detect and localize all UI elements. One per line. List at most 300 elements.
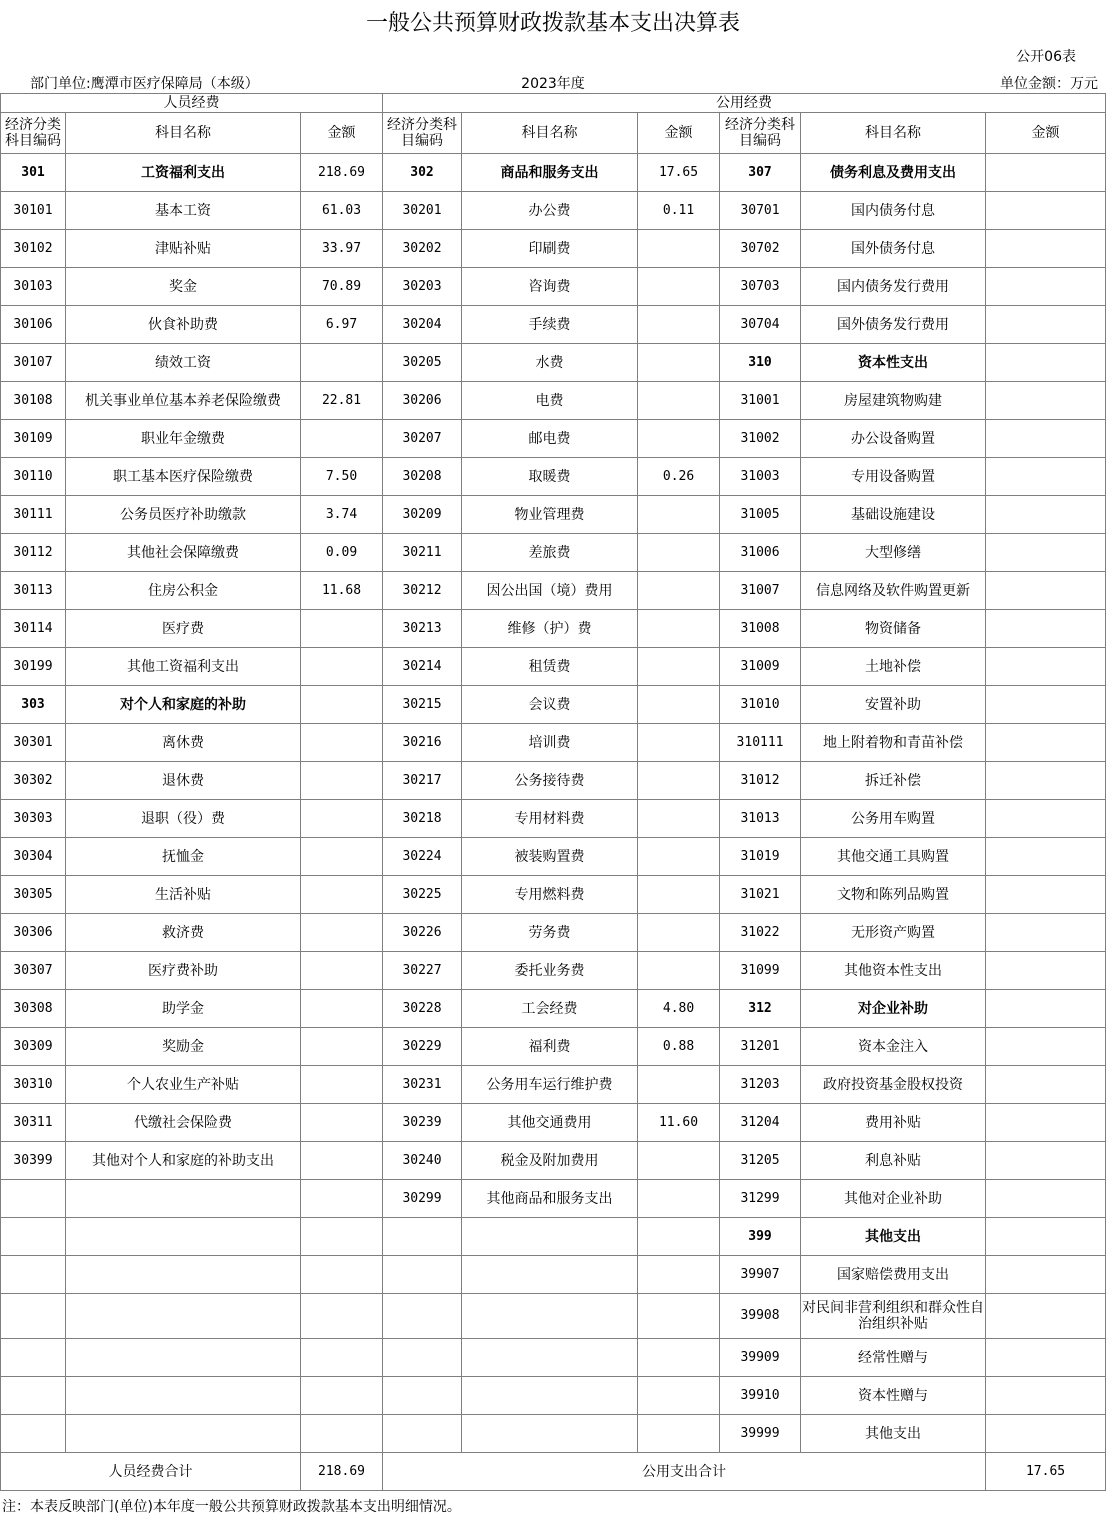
cell-code: 30224 (383, 838, 462, 876)
cell-code: 31005 (720, 496, 801, 534)
cell-amount (301, 1066, 383, 1104)
cell-amount (986, 686, 1106, 724)
cell-name: 生活补贴 (66, 876, 301, 914)
cell-amount (301, 1218, 383, 1256)
cell-amount (986, 1415, 1106, 1453)
header-code: 经济分类科目编码 (383, 113, 462, 154)
cell-name: 其他工资福利支出 (66, 648, 301, 686)
cell-name (462, 1339, 638, 1377)
cell-code: 31009 (720, 648, 801, 686)
cell-amount (301, 762, 383, 800)
cell-code: 30107 (1, 344, 66, 382)
cell-amount (301, 724, 383, 762)
cell-name: 公务用车运行维护费 (462, 1066, 638, 1104)
cell-amount (986, 724, 1106, 762)
cell-name: 债务利息及费用支出 (801, 154, 986, 192)
cell-amount: 4.80 (638, 990, 720, 1028)
cell-amount (986, 762, 1106, 800)
cell-code: 30217 (383, 762, 462, 800)
cell-name: 培训费 (462, 724, 638, 762)
cell-amount (638, 1339, 720, 1377)
cell-name: 地上附着物和青苗补偿 (801, 724, 986, 762)
cell-name: 电费 (462, 382, 638, 420)
cell-amount (301, 610, 383, 648)
table-row (1, 762, 1106, 800)
cell-name: 其他支出 (801, 1218, 986, 1256)
cell-code: 31205 (720, 1142, 801, 1180)
cell-name: 房屋建筑物购建 (801, 382, 986, 420)
cell-code: 30108 (1, 382, 66, 420)
cell-name: 职工基本医疗保险缴费 (66, 458, 301, 496)
cell-name: 邮电费 (462, 420, 638, 458)
form-code: 公开06表 (1016, 49, 1076, 65)
cell-code: 30702 (720, 230, 801, 268)
cell-name: 经常性赠与 (801, 1339, 986, 1377)
header-name: 科目名称 (801, 113, 986, 154)
cell-amount: 70.89 (301, 268, 383, 306)
cell-name: 其他社会保障缴费 (66, 534, 301, 572)
cell-name: 住房公积金 (66, 572, 301, 610)
cell-name (66, 1377, 301, 1415)
cell-name: 其他交通工具购置 (801, 838, 986, 876)
cell-code: 31002 (720, 420, 801, 458)
cell-amount (301, 1256, 383, 1294)
cell-code: 312 (720, 990, 801, 1028)
cell-name: 政府投资基金股权投资 (801, 1066, 986, 1104)
cell-code: 30109 (1, 420, 66, 458)
cell-code: 30311 (1, 1104, 66, 1142)
cell-code: 30310 (1, 1066, 66, 1104)
cell-name: 安置补助 (801, 686, 986, 724)
header-amount: 金额 (638, 113, 720, 154)
cell-amount (986, 496, 1106, 534)
cell-code: 30203 (383, 268, 462, 306)
cell-amount: 0.26 (638, 458, 720, 496)
cell-name: 基础设施建设 (801, 496, 986, 534)
cell-name: 国外债务发行费用 (801, 306, 986, 344)
cell-name: 职业年金缴费 (66, 420, 301, 458)
cell-code (1, 1339, 66, 1377)
cell-code: 30103 (1, 268, 66, 306)
table-row (1, 724, 1106, 762)
cell-name: 维修（护）费 (462, 610, 638, 648)
cell-amount: 17.65 (638, 154, 720, 192)
cell-code: 30399 (1, 1142, 66, 1180)
cell-code: 39910 (720, 1377, 801, 1415)
cell-amount (638, 724, 720, 762)
table-row (1, 1028, 1106, 1066)
cell-code (383, 1415, 462, 1453)
footnote: 注：本表反映部门(单位)本年度一般公共预算财政拨款基本支出明细情况。 (2, 1499, 461, 1515)
cell-code: 30704 (720, 306, 801, 344)
cell-code: 30239 (383, 1104, 462, 1142)
cell-amount (638, 572, 720, 610)
table-row (1, 1180, 1106, 1218)
cell-name: 租赁费 (462, 648, 638, 686)
table-row (1, 952, 1106, 990)
cell-code (383, 1294, 462, 1339)
cell-code (1, 1218, 66, 1256)
header-name: 科目名称 (462, 113, 638, 154)
cell-code: 30305 (1, 876, 66, 914)
cell-amount (638, 914, 720, 952)
cell-code: 30214 (383, 648, 462, 686)
cell-name (462, 1377, 638, 1415)
cell-code: 30218 (383, 800, 462, 838)
cell-amount (638, 648, 720, 686)
cell-amount (301, 1180, 383, 1218)
cell-amount: 0.88 (638, 1028, 720, 1066)
cell-name (66, 1294, 301, 1339)
cell-amount (986, 610, 1106, 648)
cell-code: 31022 (720, 914, 801, 952)
cell-name: 委托业务费 (462, 952, 638, 990)
cell-name: 物业管理费 (462, 496, 638, 534)
cell-code: 30304 (1, 838, 66, 876)
cell-code: 31203 (720, 1066, 801, 1104)
cell-code: 30201 (383, 192, 462, 230)
cell-name: 机关事业单位基本养老保险缴费 (66, 382, 301, 420)
cell-code: 30106 (1, 306, 66, 344)
cell-name: 其他交通费用 (462, 1104, 638, 1142)
cell-name: 其他支出 (801, 1415, 986, 1453)
cell-amount (638, 382, 720, 420)
cell-amount (986, 1294, 1106, 1339)
cell-amount (986, 914, 1106, 952)
cell-code: 31299 (720, 1180, 801, 1218)
cell-code: 30212 (383, 572, 462, 610)
cell-name: 费用补贴 (801, 1104, 986, 1142)
cell-amount (301, 648, 383, 686)
cell-amount (638, 344, 720, 382)
table-row (1, 344, 1106, 382)
cell-amount (638, 800, 720, 838)
cell-name: 工会经费 (462, 990, 638, 1028)
cell-name: 奖励金 (66, 1028, 301, 1066)
cell-name: 国内债务付息 (801, 192, 986, 230)
table-row (1, 458, 1106, 496)
cell-amount: 0.11 (638, 192, 720, 230)
cell-name: 资本金注入 (801, 1028, 986, 1066)
cell-code (1, 1377, 66, 1415)
cell-name: 绩效工资 (66, 344, 301, 382)
cell-code: 30205 (383, 344, 462, 382)
cell-amount (986, 154, 1106, 192)
cell-amount (301, 344, 383, 382)
department-unit: 部门单位:鹰潭市医疗保障局（本级） (30, 76, 259, 92)
cell-name: 土地补偿 (801, 648, 986, 686)
cell-name: 会议费 (462, 686, 638, 724)
cell-code (383, 1377, 462, 1415)
cell-amount (986, 534, 1106, 572)
cell-amount (986, 1104, 1106, 1142)
cell-amount (301, 1339, 383, 1377)
cell-amount (986, 876, 1106, 914)
cell-code (383, 1218, 462, 1256)
cell-code: 30207 (383, 420, 462, 458)
cell-amount (638, 876, 720, 914)
cell-amount (638, 952, 720, 990)
cell-amount (986, 382, 1106, 420)
cell-amount (638, 230, 720, 268)
cell-amount (638, 686, 720, 724)
cell-code: 30231 (383, 1066, 462, 1104)
cell-code: 30111 (1, 496, 66, 534)
cell-amount (301, 876, 383, 914)
cell-code: 31019 (720, 838, 801, 876)
cell-amount (986, 838, 1106, 876)
header-code: 经济分类科目编码 (1, 113, 66, 154)
cell-name: 奖金 (66, 268, 301, 306)
table-row (1, 154, 1106, 192)
cell-amount (986, 420, 1106, 458)
cell-name: 信息网络及软件购置更新 (801, 572, 986, 610)
cell-name: 津贴补贴 (66, 230, 301, 268)
cell-amount (301, 1028, 383, 1066)
cell-amount (638, 762, 720, 800)
cell-name: 国外债务付息 (801, 230, 986, 268)
cell-code: 301 (1, 154, 66, 192)
cell-code: 30208 (383, 458, 462, 496)
table-row (1, 610, 1106, 648)
cell-code: 39908 (720, 1294, 801, 1339)
cell-code (1, 1180, 66, 1218)
cell-amount (301, 420, 383, 458)
cell-name: 文物和陈列品购置 (801, 876, 986, 914)
cell-name: 离休费 (66, 724, 301, 762)
cell-amount (986, 1180, 1106, 1218)
table-row (1, 572, 1106, 610)
table-row (1, 1256, 1106, 1294)
cell-code: 30703 (720, 268, 801, 306)
cell-name (66, 1415, 301, 1453)
cell-name: 物资储备 (801, 610, 986, 648)
cell-amount (986, 192, 1106, 230)
cell-name: 无形资产购置 (801, 914, 986, 952)
table-row (1, 914, 1106, 952)
cell-code: 30306 (1, 914, 66, 952)
cell-name: 退休费 (66, 762, 301, 800)
cell-code: 30225 (383, 876, 462, 914)
cell-amount: 7.50 (301, 458, 383, 496)
cell-code: 30101 (1, 192, 66, 230)
cell-name: 拆迁补偿 (801, 762, 986, 800)
cell-code (1, 1415, 66, 1453)
cell-amount: 22.81 (301, 382, 383, 420)
cell-code: 30240 (383, 1142, 462, 1180)
cell-amount (986, 344, 1106, 382)
cell-name: 办公费 (462, 192, 638, 230)
table-row (1, 1142, 1106, 1180)
personnel-total-value: 218.69 (301, 1453, 383, 1491)
cell-name: 税金及附加费用 (462, 1142, 638, 1180)
table-row (1, 990, 1106, 1028)
cell-name: 咨询费 (462, 268, 638, 306)
public-total-value: 17.65 (986, 1453, 1106, 1491)
table-row (1, 1415, 1106, 1453)
cell-amount: 11.60 (638, 1104, 720, 1142)
cell-code: 30112 (1, 534, 66, 572)
cell-amount: 61.03 (301, 192, 383, 230)
cell-code: 30102 (1, 230, 66, 268)
cell-code: 30701 (720, 192, 801, 230)
cell-code: 31001 (720, 382, 801, 420)
cell-code: 31099 (720, 952, 801, 990)
cell-name: 救济费 (66, 914, 301, 952)
cell-name: 商品和服务支出 (462, 154, 638, 192)
cell-amount (986, 990, 1106, 1028)
cell-amount: 6.97 (301, 306, 383, 344)
cell-amount (638, 1377, 720, 1415)
cell-amount: 3.74 (301, 496, 383, 534)
cell-name: 公务接待费 (462, 762, 638, 800)
cell-amount (638, 1218, 720, 1256)
cell-name: 助学金 (66, 990, 301, 1028)
cell-name (66, 1180, 301, 1218)
cell-code: 30113 (1, 572, 66, 610)
header-name: 科目名称 (66, 113, 301, 154)
cell-code (383, 1339, 462, 1377)
cell-code: 31012 (720, 762, 801, 800)
expenditure-table (0, 93, 1106, 1491)
cell-amount (638, 534, 720, 572)
cell-amount (986, 1256, 1106, 1294)
cell-name: 对民间非营利组织和群众性自治组织补贴 (801, 1294, 986, 1339)
cell-amount: 0.09 (301, 534, 383, 572)
cell-amount (301, 1415, 383, 1453)
cell-amount: 218.69 (301, 154, 383, 192)
cell-name: 差旅费 (462, 534, 638, 572)
cell-code: 30211 (383, 534, 462, 572)
cell-amount (986, 1218, 1106, 1256)
page-title: 一般公共预算财政拨款基本支出决算表 (365, 11, 740, 36)
cell-amount (301, 990, 383, 1028)
cell-name: 取暖费 (462, 458, 638, 496)
cell-name: 资本性支出 (801, 344, 986, 382)
cell-code: 31006 (720, 534, 801, 572)
cell-name: 因公出国（境）费用 (462, 572, 638, 610)
cell-code: 30226 (383, 914, 462, 952)
cell-amount (638, 1256, 720, 1294)
cell-name: 其他对个人和家庭的补助支出 (66, 1142, 301, 1180)
cell-code: 30229 (383, 1028, 462, 1066)
cell-code: 30204 (383, 306, 462, 344)
cell-amount (638, 268, 720, 306)
cell-name: 代缴社会保险费 (66, 1104, 301, 1142)
cell-code: 30228 (383, 990, 462, 1028)
cell-name: 专用燃料费 (462, 876, 638, 914)
cell-code: 30302 (1, 762, 66, 800)
cell-name: 公务员医疗补助缴款 (66, 496, 301, 534)
cell-code: 30206 (383, 382, 462, 420)
cell-code: 39909 (720, 1339, 801, 1377)
cell-code (383, 1256, 462, 1294)
header-amount: 金额 (301, 113, 383, 154)
cell-amount (986, 1377, 1106, 1415)
cell-amount (301, 1104, 383, 1142)
personnel-total-label: 人员经费合计 (1, 1453, 301, 1491)
cell-name: 伙食补助费 (66, 306, 301, 344)
cell-name (462, 1218, 638, 1256)
cell-code: 310 (720, 344, 801, 382)
table-row (1, 876, 1106, 914)
cell-amount (986, 800, 1106, 838)
cell-name (462, 1256, 638, 1294)
cell-name: 利息补贴 (801, 1142, 986, 1180)
cell-code: 30307 (1, 952, 66, 990)
cell-code: 30299 (383, 1180, 462, 1218)
cell-amount (986, 458, 1106, 496)
cell-code: 39999 (720, 1415, 801, 1453)
cell-code: 30309 (1, 1028, 66, 1066)
table-row (1, 496, 1106, 534)
cell-name: 劳务费 (462, 914, 638, 952)
table-row (1, 192, 1106, 230)
cell-code: 30227 (383, 952, 462, 990)
cell-amount: 11.68 (301, 572, 383, 610)
cell-name: 个人农业生产补贴 (66, 1066, 301, 1104)
cell-name (66, 1256, 301, 1294)
cell-amount (301, 952, 383, 990)
cell-code: 31010 (720, 686, 801, 724)
cell-code (1, 1294, 66, 1339)
cell-amount (986, 1028, 1106, 1066)
cell-code: 39907 (720, 1256, 801, 1294)
cell-code: 303 (1, 686, 66, 724)
table-row (1, 382, 1106, 420)
table-row (1, 800, 1106, 838)
header-amount: 金额 (986, 113, 1106, 154)
cell-name: 退职（役）费 (66, 800, 301, 838)
cell-name: 手续费 (462, 306, 638, 344)
cell-name: 福利费 (462, 1028, 638, 1066)
cell-name: 对个人和家庭的补助 (66, 686, 301, 724)
cell-name (66, 1339, 301, 1377)
fiscal-year: 2023年度 (521, 76, 585, 92)
cell-code: 30215 (383, 686, 462, 724)
cell-amount (986, 952, 1106, 990)
cell-amount (986, 648, 1106, 686)
cell-code: 30114 (1, 610, 66, 648)
table-row (1, 1377, 1106, 1415)
table-row (1, 1104, 1106, 1142)
cell-amount (638, 1294, 720, 1339)
cell-name (462, 1294, 638, 1339)
cell-amount (638, 838, 720, 876)
table-row (1, 838, 1106, 876)
table-row (1, 306, 1106, 344)
cell-name: 基本工资 (66, 192, 301, 230)
cell-code: 31201 (720, 1028, 801, 1066)
cell-code: 30199 (1, 648, 66, 686)
cell-name: 大型修缮 (801, 534, 986, 572)
cell-code: 31008 (720, 610, 801, 648)
cell-code: 30301 (1, 724, 66, 762)
cell-name: 被装购置费 (462, 838, 638, 876)
cell-name: 资本性赠与 (801, 1377, 986, 1415)
cell-code: 302 (383, 154, 462, 192)
cell-code: 31021 (720, 876, 801, 914)
table-row (1, 1066, 1106, 1104)
group-header-public: 公用经费 (383, 94, 1106, 113)
cell-code: 310111 (720, 724, 801, 762)
cell-amount (301, 1142, 383, 1180)
cell-amount (638, 496, 720, 534)
table-row (1, 686, 1106, 724)
cell-name: 对企业补助 (801, 990, 986, 1028)
header-code: 经济分类科目编码 (720, 113, 801, 154)
cell-amount (986, 230, 1106, 268)
